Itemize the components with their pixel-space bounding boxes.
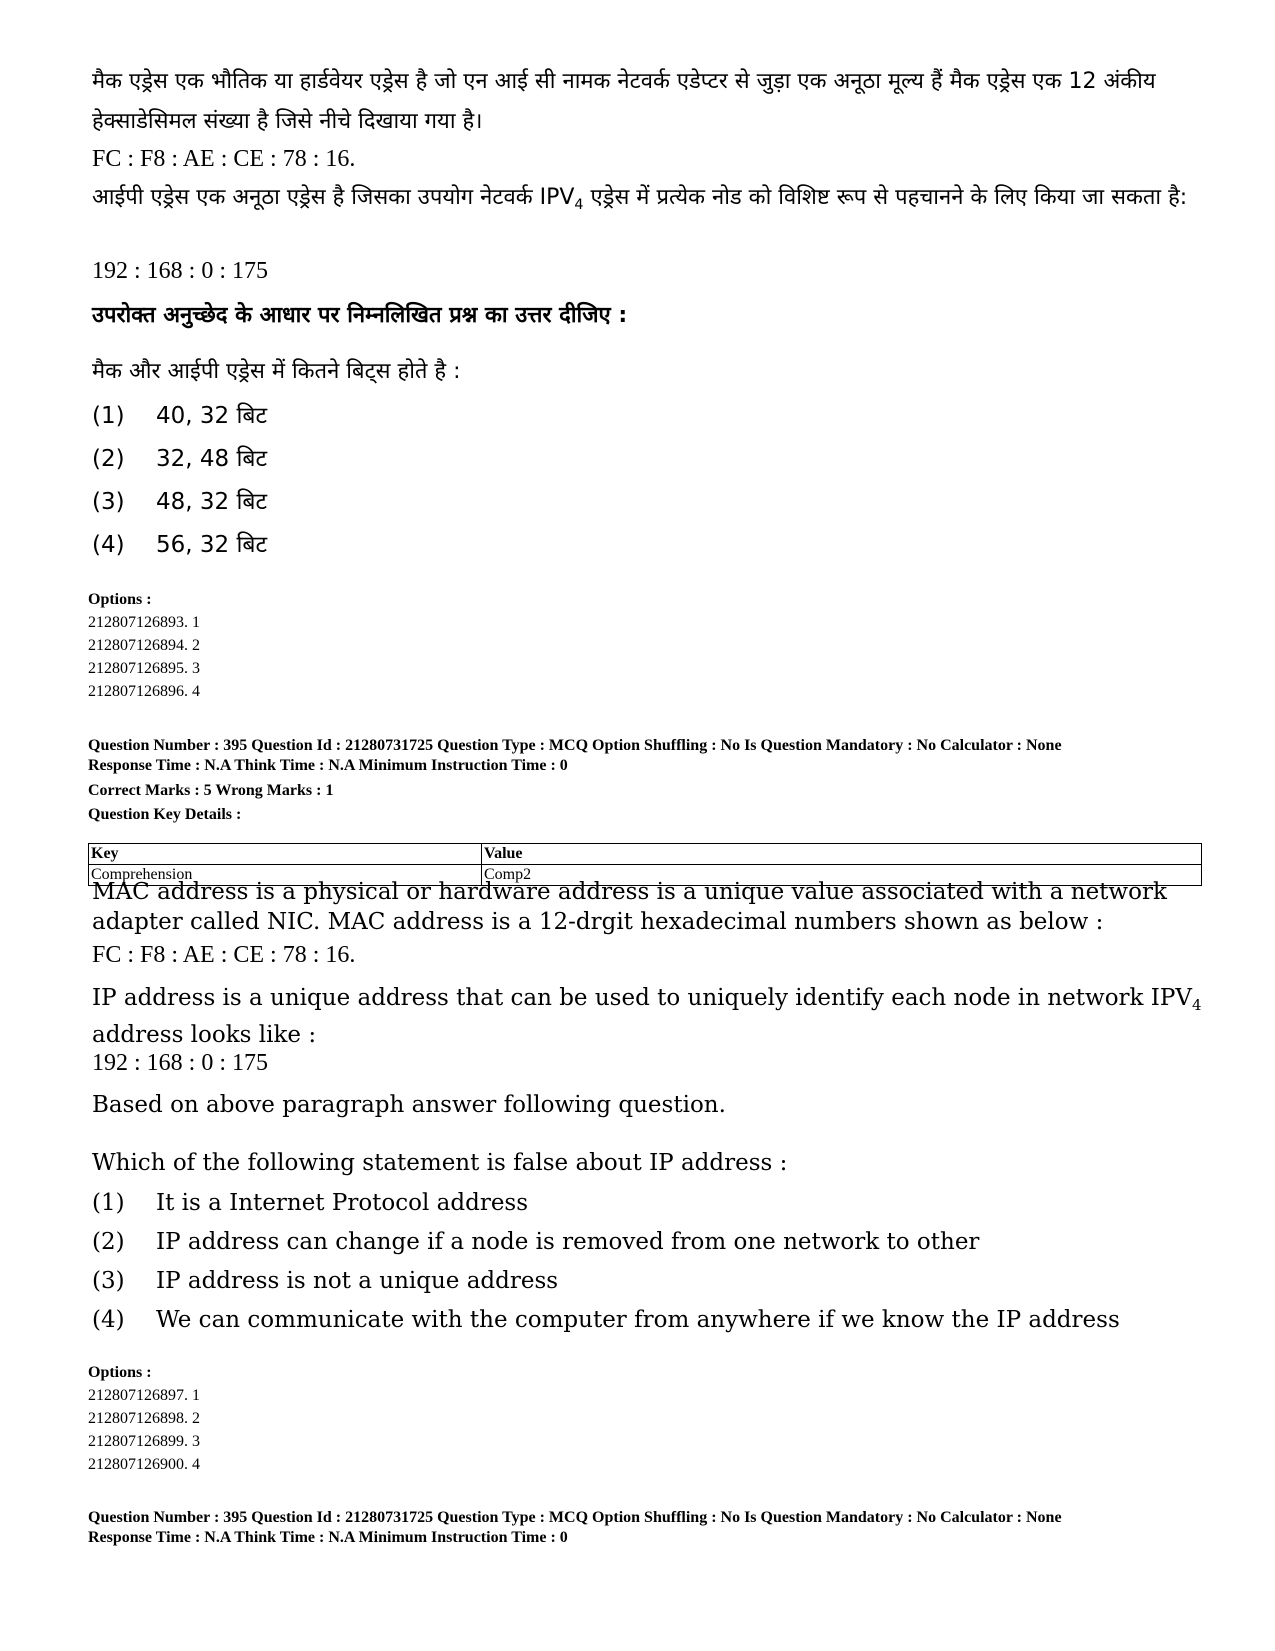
hindi-mac-example: FC : F8 : AE : CE : 78 : 16.: [92, 146, 356, 172]
english-question: Which of the following statement is false about IP address :: [92, 1150, 788, 1176]
value-header: Value: [482, 844, 1202, 865]
english-choice-2: [92, 1227, 979, 1257]
question-meta-line-2: Response Time : N.A Think Time : N.A Minimum Instruction Time : 0: [88, 1529, 568, 1546]
english-ip-subscript: 4: [1191, 996, 1202, 1015]
value-cell: Comp2: [482, 865, 1202, 886]
options-label: Options :: [88, 591, 152, 608]
english-ip-text-1: IP address is a unique address that can be used to uniquely identify each node in network IPV: [92, 985, 1192, 1011]
options-label: Options :: [88, 1364, 152, 1381]
key-details-label: Question Key Details :: [88, 806, 242, 823]
choice-text: IP address can change if a node is removed from one network to other: [156, 1229, 980, 1255]
english-choice-4: [92, 1305, 1120, 1335]
choice-number: (3): [92, 489, 125, 515]
hindi-ip-example: 192 : 168 : 0 : 175: [92, 258, 269, 284]
option-id: 212807126899. 3: [88, 1433, 200, 1450]
question-meta-line-2: Response Time : N.A Think Time : N.A Minimum Instruction Time : 0: [88, 757, 568, 774]
option-id: 212807126896. 4: [88, 683, 200, 700]
english-choice-1: [92, 1188, 528, 1218]
question-meta-line-1: Question Number : 395 Question Id : 21280731725 Question Type : MCQ Option Shuffling : No Is Question Mandatory : No Calculator : None: [88, 1509, 1062, 1526]
choice-number: (3): [92, 1268, 125, 1294]
choice-number: (2): [92, 1229, 125, 1255]
choice-number: (2): [92, 446, 125, 472]
options-block-2: [88, 1361, 200, 1476]
option-id: 212807126893. 1: [88, 614, 200, 631]
hindi-ip-text-1: आईपी एड्रेस एक अनूठा एड्रेस है जिसका उपयोग नेटवर्क IPV: [92, 185, 575, 210]
choice-text: 48, 32 बिट: [156, 489, 268, 515]
option-id: 212807126897. 1: [88, 1387, 200, 1404]
option-id: 212807126900. 4: [88, 1456, 200, 1473]
choice-text: 56, 32 बिट: [156, 532, 268, 558]
choice-number: (1): [92, 1190, 125, 1216]
english-mac-example: FC : F8 : AE : CE : 78 : 16.: [92, 942, 356, 968]
hindi-choice-4: [92, 525, 267, 565]
english-instruction: Based on above paragraph answer following question.: [92, 1092, 726, 1118]
option-id: 212807126895. 3: [88, 660, 200, 677]
hindi-choice-3: [92, 482, 267, 522]
key-cell: Comprehension: [89, 865, 482, 886]
hindi-choice-2: [92, 439, 267, 479]
choice-text: We can communicate with the computer from anywhere if we know the IP address: [156, 1307, 1120, 1333]
option-id: 212807126898. 2: [88, 1410, 200, 1427]
choice-number: (1): [92, 403, 125, 429]
hindi-question: मैक और आईपी एड्रेस में कितने बिट्स होते है :: [92, 359, 461, 384]
choice-text: 32, 48 बिट: [156, 446, 268, 472]
choice-number: (4): [92, 532, 125, 558]
choice-text: IP address is not a unique address: [156, 1268, 559, 1294]
hindi-ip-text-2: एड्रेस में प्रत्येक नोड को विशिष्ट रूप से पहचानने के लिए किया जा सकता है:: [583, 185, 1188, 210]
choice-text: It is a Internet Protocol address: [156, 1190, 529, 1216]
hindi-paragraph-mac: मैक एड्रेस एक भौतिक या हार्डवेयर एड्रेस है जो एन आई सी नामक नेटवर्क एडेप्टर से जुड़ा एक अनूठा मूल्य हैं मैक एड्रेस एक 12 अंकीय हेक्साडेसिमल संख्या है जिसे नीचे दिखाया गया है।: [92, 69, 1156, 134]
key-header: Key: [89, 844, 482, 865]
choice-text: 40, 32 बिट: [156, 403, 268, 429]
english-ip-example: 192 : 168 : 0 : 175: [92, 1050, 269, 1076]
hindi-paragraph-ip: [92, 178, 1202, 225]
hindi-instruction: उपरोक्त अनुच्छेद के आधार पर निम्नलिखित प्रश्न का उत्तर दीजिए :: [92, 303, 628, 328]
question-meta-line-1: Question Number : 395 Question Id : 21280731725 Question Type : MCQ Option Shuffling : No Is Question Mandatory : No Calculator : None: [88, 737, 1062, 754]
english-ip-text-2: address looks like :: [92, 1022, 317, 1049]
next-question-meta: [88, 1508, 1208, 1548]
question-meta: [88, 736, 1208, 776]
english-paragraph-mac: MAC address is a physical or hardware address is a unique value associated with a network adapter called NIC. MAC address is a 12-drgit hexadecimal numbers shown as below :: [92, 879, 1167, 935]
choice-number: (4): [92, 1307, 125, 1333]
key-table-header: [89, 844, 1202, 865]
english-paragraph-ip: [92, 983, 1202, 1050]
option-id: 212807126894. 2: [88, 637, 200, 654]
marks-line: Correct Marks : 5 Wrong Marks : 1: [88, 782, 334, 799]
hindi-ip-subscript: 4: [574, 197, 584, 213]
hindi-choice-1: [92, 396, 267, 436]
english-choice-3: [92, 1266, 558, 1296]
options-block-1: [88, 588, 200, 703]
